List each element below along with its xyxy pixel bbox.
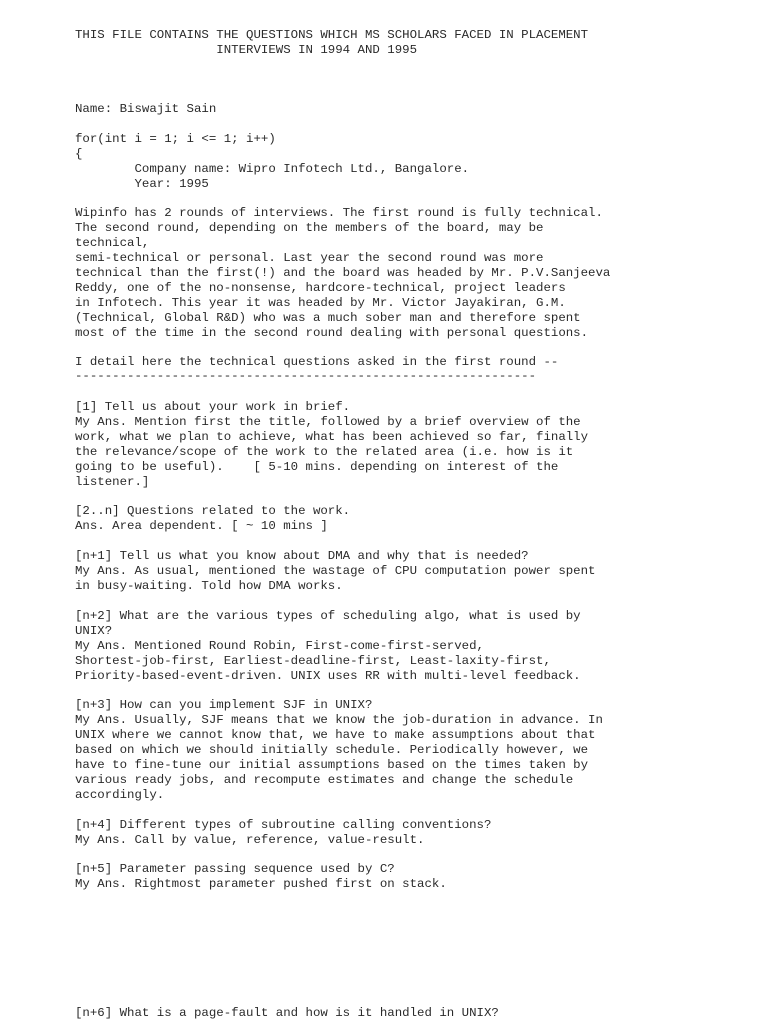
question-line: [2..n] Questions related to the work. — [75, 504, 351, 518]
answer-line: My Ans. Mentioned Round Robin, First-come-first-served, — [75, 639, 484, 653]
header-line-1: THIS FILE CONTAINS THE QUESTIONS WHICH MS SCHOLARS FACED IN PLACEMENT — [75, 28, 589, 42]
answer-line: various ready jobs, and recompute estimates and change the schedule — [75, 773, 574, 787]
intro-line: (Technical, Global R&D) who was a much sober man and therefore spent — [75, 311, 581, 325]
answer-line: My Ans. Mention first the title, followed by a brief overview of the — [75, 415, 581, 429]
answer-line: My Ans. As usual, mentioned the wastage of CPU computation power spent — [75, 564, 596, 578]
question-line: [n+6] What is a page-fault and how is it handled in UNIX? — [75, 1006, 499, 1020]
code-brace: { — [75, 147, 83, 161]
answer-line: Priority-based-event-driven. UNIX uses RR with multi-level feedback. — [75, 669, 581, 683]
author-name: Name: Biswajit Sain — [75, 102, 217, 116]
question-line: [n+1] Tell us what you know about DMA and why that is needed? — [75, 549, 529, 563]
intro-line: The second round, depending on the members of the board, may be — [75, 221, 544, 235]
intro-line: most of the time in the second round dealing with personal questions. — [75, 326, 589, 340]
question-line: [1] Tell us about your work in brief. — [75, 400, 351, 414]
company-year: Year: 1995 — [75, 177, 209, 191]
answer-line: accordingly. — [75, 788, 165, 802]
answer-line: Ans. Area dependent. [ ~ 10 mins ] — [75, 519, 328, 533]
answer-line: My Ans. Rightmost parameter pushed first on stack. — [75, 877, 447, 891]
intro-line: semi-technical or personal. Last year the second round was more — [75, 251, 544, 265]
company-name: Company name: Wipro Infotech Ltd., Bangalore. — [75, 162, 470, 176]
code-for-line: for(int i = 1; i <= 1; i++) — [75, 132, 276, 146]
header-line-2: INTERVIEWS IN 1994 AND 1995 — [75, 43, 418, 57]
dashed-rule: -------------------------------------------------------------- — [75, 369, 537, 383]
question-line: [n+4] Different types of subroutine calling conventions? — [75, 818, 492, 832]
answer-line: the relevance/scope of the work to the related area (i.e. how is it — [75, 445, 574, 459]
answer-line: My Ans. Usually, SJF means that we know the job-duration in advance. In — [75, 713, 603, 727]
question-line: UNIX? — [75, 624, 113, 638]
intro-line: Reddy, one of the no-nonsense, hardcore-technical, project leaders — [75, 281, 566, 295]
answer-line: My Ans. Call by value, reference, value-result. — [75, 833, 425, 847]
answer-line: based on which we should initially schedule. Periodically however, we — [75, 743, 589, 757]
intro-line: technical than the first(!) and the board was headed by Mr. P.V.Sanjeeva — [75, 266, 611, 280]
answer-line: work, what we plan to achieve, what has been achieved so far, finally — [75, 430, 589, 444]
answer-line: UNIX where we cannot know that, we have to make assumptions about that — [75, 728, 596, 742]
detail-line: I detail here the technical questions asked in the first round -- — [75, 355, 559, 369]
intro-line: in Infotech. This year it was headed by Mr. Victor Jayakiran, G.M. — [75, 296, 566, 310]
intro-line: technical, — [75, 236, 150, 250]
answer-line: going to be useful). [ 5-10 mins. depending on interest of the — [75, 460, 559, 474]
question-line: [n+5] Parameter passing sequence used by C? — [75, 862, 395, 876]
answer-line: Shortest-job-first, Earliest-deadline-first, Least-laxity-first, — [75, 654, 551, 668]
answer-line: have to fine-tune our initial assumptions based on the times taken by — [75, 758, 589, 772]
question-line: [n+3] How can you implement SJF in UNIX? — [75, 698, 373, 712]
intro-line: Wipinfo has 2 rounds of interviews. The first round is fully technical. — [75, 206, 603, 220]
answer-line: listener.] — [75, 475, 150, 489]
answer-line: in busy-waiting. Told how DMA works. — [75, 579, 343, 593]
question-line: [n+2] What are the various types of scheduling algo, what is used by — [75, 609, 581, 623]
